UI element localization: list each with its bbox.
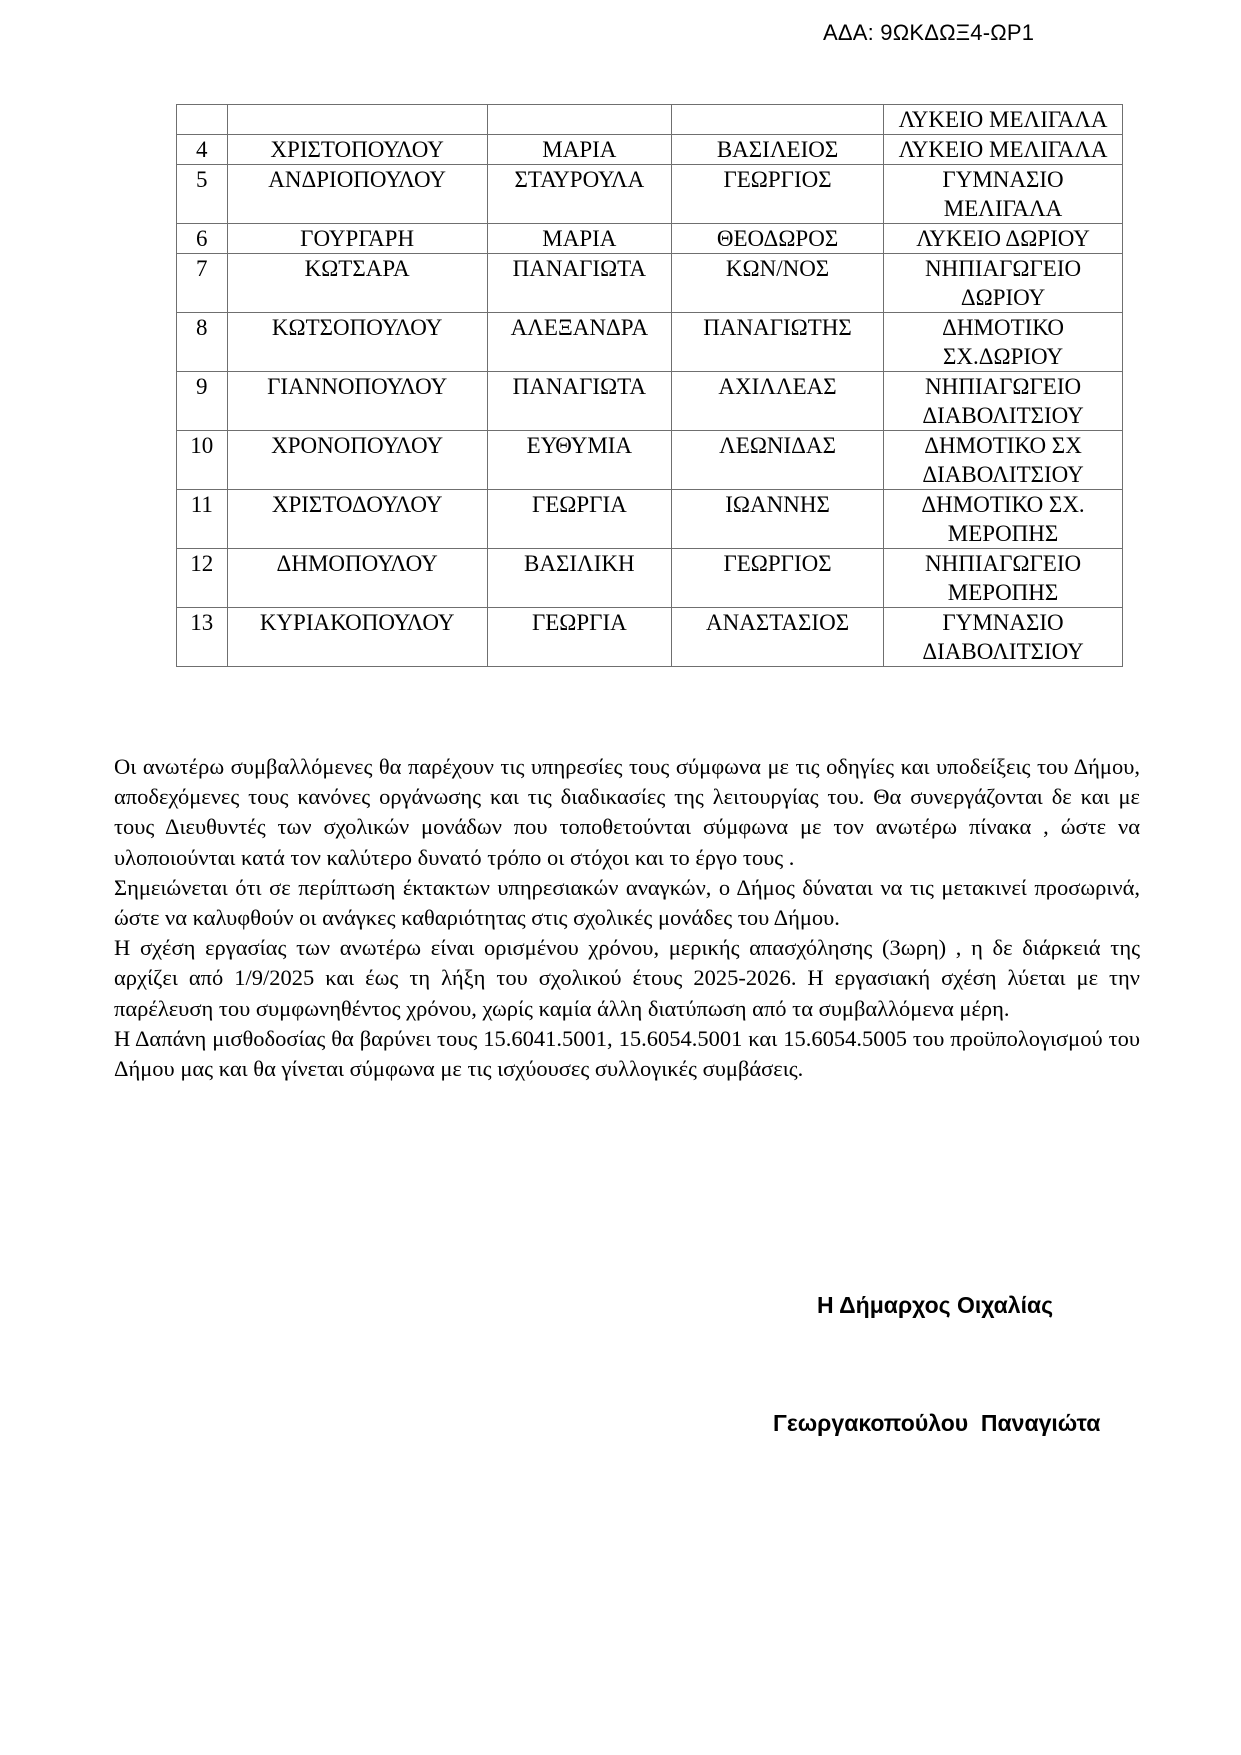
father-name-cell: ΛΕΩΝΙΔΑΣ xyxy=(672,431,884,490)
surname-cell: ΚΩΤΣΑΡΑ xyxy=(227,254,487,313)
table-row xyxy=(177,431,1123,490)
father-name-cell: ΙΩΑΝΝΗΣ xyxy=(672,490,884,549)
table-row xyxy=(177,254,1123,313)
row-number: 9 xyxy=(177,372,228,431)
surname-cell: ΓΟΥΡΓΑΡΗ xyxy=(227,224,487,254)
row-number: 10 xyxy=(177,431,228,490)
signature-title: Η Δήμαρχος Οιχαλίας xyxy=(817,1292,1054,1318)
table-row xyxy=(177,549,1123,608)
school-cell: ΓΥΜΝΑΣΙΟ ΜΕΛΙΓΑΛΑ xyxy=(884,165,1123,224)
row-number: 4 xyxy=(177,135,228,165)
first-name-cell: ΠΑΝΑΓΙΩΤΑ xyxy=(487,254,671,313)
school-cell: ΝΗΠΙΑΓΩΓΕΙΟ ΔΙΑΒΟΛΙΤΣΙΟΥ xyxy=(884,372,1123,431)
surname-cell: ΧΡΙΣΤΟΠΟΥΛΟΥ xyxy=(227,135,487,165)
father-name-cell: ΓΕΩΡΓΙΟΣ xyxy=(672,165,884,224)
table-row xyxy=(177,135,1123,165)
table-row xyxy=(177,165,1123,224)
row-number: 5 xyxy=(177,165,228,224)
surname-cell: ΧΡΟΝΟΠΟΥΛΟΥ xyxy=(227,431,487,490)
father-name-cell: ΘΕΟΔΩΡΟΣ xyxy=(672,224,884,254)
table-row xyxy=(177,224,1123,254)
school-cell: ΝΗΠΙΑΓΩΓΕΙΟ ΔΩΡΙΟΥ xyxy=(884,254,1123,313)
row-number: 6 xyxy=(177,224,228,254)
paragraph-employment-terms: Η σχέση εργασίας των ανωτέρω είναι ορισμένου χρόνου, μερικής απασχόλησης (3ωρη) , η δε διάρκειά της αρχίζει από 1/9/2025 και έως τη λήξη του σχολικού έτους 2025-2026. Η εργασιακή σχέση λύεται με την παρέλευση του συμφωνηθέντος χρόνου, χωρίς καμία άλλη διατύπωση από τα συμβαλλόμενα μέρη. xyxy=(114,935,1140,1021)
first-name-cell: ΜΑΡΙΑ xyxy=(487,135,671,165)
staff-assignment-table xyxy=(176,104,1123,667)
school-cell: ΔΗΜΟΤΙΚΟ ΣΧ.ΔΩΡΙΟΥ xyxy=(884,313,1123,372)
row-number: 13 xyxy=(177,608,228,667)
father-name-cell: ΑΧΙΛΛΕΑΣ xyxy=(672,372,884,431)
paragraph-duties: Οι ανωτέρω συμβαλλόμενες θα παρέχουν τις υπηρεσίες τους σύμφωνα με τις οδηγίες και υποδείξεις του Δήμου, αποδεχόμενες τους κανόνες οργάνωσης και τις διαδικασίες της λειτουργίας του. Θα συνεργάζονται δε και με τους Διευθυντές των σχολικών μονάδων που τοποθετούνται σύμφωνα με τον ανωτέρω πίνακα , ώστε να υλοποιούνται κατά τον καλύτερο δυνατό τρόπο οι στόχοι και το έργο τους . xyxy=(114,754,1140,870)
father-name-cell xyxy=(672,105,884,135)
row-number: 11 xyxy=(177,490,228,549)
surname-cell: ΚΥΡΙΑΚΟΠΟΥΛΟΥ xyxy=(227,608,487,667)
table-row xyxy=(177,105,1123,135)
table-row xyxy=(177,313,1123,372)
surname-cell xyxy=(227,105,487,135)
paragraph-relocation: Σημειώνεται ότι σε περίπτωση έκτακτων υπηρεσιακών αναγκών, ο Δήμος δύναται να τις μετακινεί προσωρινά, ώστε να καλυφθούν οι ανάγκες καθαριότητας στις σχολικές μονάδες του Δήμου. xyxy=(114,874,1140,931)
father-name-cell: ΠΑΝΑΓΙΩΤΗΣ xyxy=(672,313,884,372)
row-number: 8 xyxy=(177,313,228,372)
school-cell: ΛΥΚΕΙΟ ΔΩΡΙΟΥ xyxy=(884,224,1123,254)
first-name-cell xyxy=(487,105,671,135)
surname-cell: ΚΩΤΣΟΠΟΥΛΟΥ xyxy=(227,313,487,372)
first-name-cell: ΠΑΝΑΓΙΩΤΑ xyxy=(487,372,671,431)
surname-cell: ΧΡΙΣΤΟΔΟΥΛΟΥ xyxy=(227,490,487,549)
table-row xyxy=(177,372,1123,431)
school-cell: ΔΗΜΟΤΙΚΟ ΣΧ. ΜΕΡΟΠΗΣ xyxy=(884,490,1123,549)
first-name-cell: ΓΕΩΡΓΙΑ xyxy=(487,608,671,667)
surname-cell: ΓΙΑΝΝΟΠΟΥΛΟΥ xyxy=(227,372,487,431)
first-name-cell: ΣΤΑΥΡΟΥΛΑ xyxy=(487,165,671,224)
first-name-cell: ΜΑΡΙΑ xyxy=(487,224,671,254)
first-name-cell: ΑΛΕΞΑΝΔΡΑ xyxy=(487,313,671,372)
surname-cell: ΔΗΜΟΠΟΥΛΟΥ xyxy=(227,549,487,608)
ada-code: ΑΔΑ: 9ΩΚΔΩΞ4-ΩΡ1 xyxy=(823,20,1035,45)
school-cell: ΔΗΜΟΤΙΚΟ ΣΧ ΔΙΑΒΟΛΙΤΣΙΟΥ xyxy=(884,431,1123,490)
father-name-cell: ΒΑΣΙΛΕΙΟΣ xyxy=(672,135,884,165)
document-body xyxy=(114,752,1140,1084)
table-row xyxy=(177,608,1123,667)
row-number: 12 xyxy=(177,549,228,608)
table-row xyxy=(177,490,1123,549)
signature-name: Γεωργακοπούλου Παναγιώτα xyxy=(773,1410,1101,1436)
row-number xyxy=(177,105,228,135)
school-cell: ΛΥΚΕΙΟ ΜΕΛΙΓΑΛΑ xyxy=(884,135,1123,165)
paragraph-budget: Η Δαπάνη μισθοδοσίας θα βαρύνει τους 15.6041.5001, 15.6054.5001 και 15.6054.5005 του προϋπολογισμού του Δήμου μας και θα γίνεται σύμφωνα με τις ισχύουσες συλλογικές συμβάσεις. xyxy=(114,1025,1140,1082)
father-name-cell: ΑΝΑΣΤΑΣΙΟΣ xyxy=(672,608,884,667)
first-name-cell: ΕΥΘΥΜΙΑ xyxy=(487,431,671,490)
father-name-cell: ΓΕΩΡΓΙΟΣ xyxy=(672,549,884,608)
first-name-cell: ΒΑΣΙΛΙΚΗ xyxy=(487,549,671,608)
row-number: 7 xyxy=(177,254,228,313)
father-name-cell: ΚΩΝ/ΝΟΣ xyxy=(672,254,884,313)
school-cell: ΝΗΠΙΑΓΩΓΕΙΟ ΜΕΡΟΠΗΣ xyxy=(884,549,1123,608)
school-cell: ΛΥΚΕΙΟ ΜΕΛΙΓΑΛΑ xyxy=(884,105,1123,135)
surname-cell: ΑΝΔΡΙΟΠΟΥΛΟΥ xyxy=(227,165,487,224)
school-cell: ΓΥΜΝΑΣΙΟ ΔΙΑΒΟΛΙΤΣΙΟΥ xyxy=(884,608,1123,667)
first-name-cell: ΓΕΩΡΓΙΑ xyxy=(487,490,671,549)
